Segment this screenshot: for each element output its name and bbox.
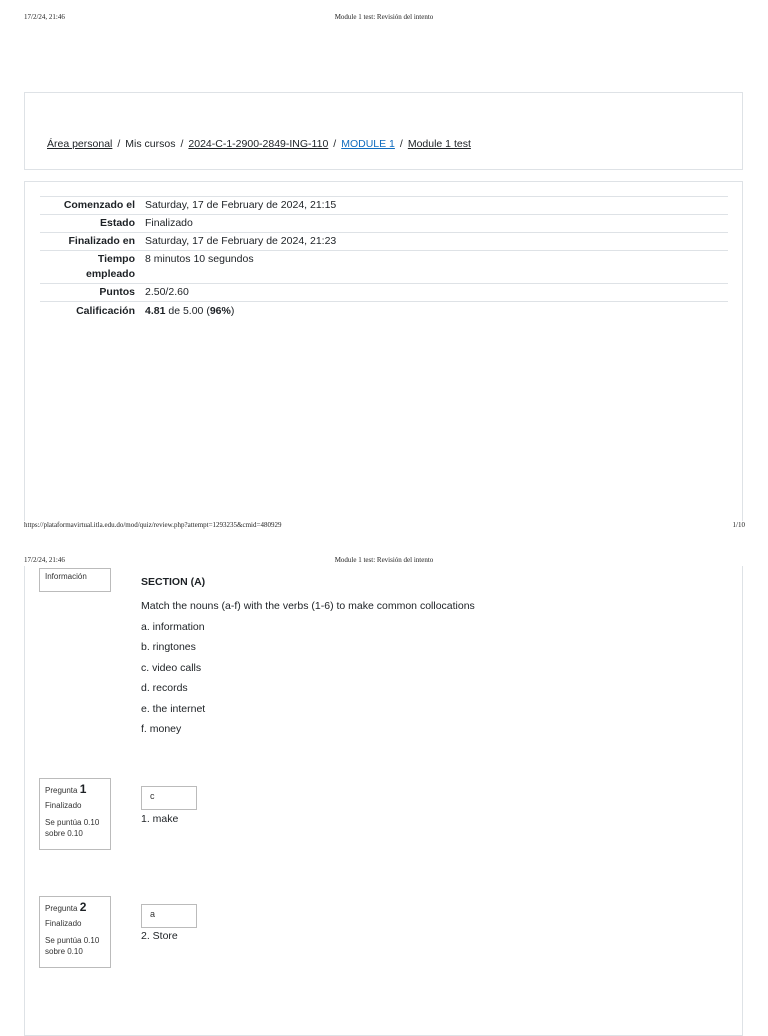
print-title: Module 1 test: Revisión del intento	[334, 13, 434, 21]
section-instruction: Match the nouns (a-f) with the verbs (1-6) to make common collocations	[141, 600, 475, 612]
print-title: Module 1 test: Revisión del intento	[334, 556, 434, 564]
summary-key: Puntos	[40, 284, 140, 302]
noun-item: d. records	[141, 682, 188, 694]
attempt-summary-table	[40, 196, 728, 320]
breadcrumb-separator: /	[333, 138, 337, 150]
question-1-prompt: 1. make	[141, 813, 179, 825]
summary-key-line: empleado	[85, 268, 135, 280]
section-heading: SECTION (A)	[141, 576, 206, 588]
question-2-answer-field[interactable]: a	[141, 904, 197, 928]
summary-value: 8 minutos 10 segundos	[140, 251, 728, 284]
print-date: 17/2/24, 21:46	[24, 556, 65, 564]
question-1-answer-field[interactable]: c	[141, 786, 197, 810]
info-label-box	[39, 568, 111, 592]
summary-key: Comenzado el	[40, 197, 140, 215]
summary-value: Finalizado	[140, 215, 728, 233]
question-score-line: Se puntúa 0.10	[45, 818, 100, 827]
question-score-line: sobre 0.10	[45, 947, 83, 956]
question-score-line: sobre 0.10	[45, 829, 83, 838]
summary-row-grade	[40, 302, 728, 321]
question-2-prompt: 2. Store	[141, 930, 178, 942]
question-number: 1	[79, 782, 87, 796]
summary-key-line: Tiempo	[97, 253, 135, 265]
question-prefix: Pregunta	[45, 786, 78, 795]
question-state: Finalizado	[45, 919, 82, 928]
summary-value: 2.50/2.60	[140, 284, 728, 302]
info-section	[141, 576, 475, 740]
noun-item: a. information	[141, 620, 205, 633]
summary-value: Saturday, 17 de February de 2024, 21:15	[140, 197, 728, 215]
summary-key: Estado	[40, 215, 140, 233]
noun-item: f. money	[141, 723, 182, 735]
summary-key: Calificación	[40, 302, 140, 321]
summary-key: Finalizado en	[40, 233, 140, 251]
noun-item: e. the internet	[141, 702, 206, 715]
question-prefix: Pregunta	[45, 904, 78, 913]
grade-of: de 5.00	[168, 305, 204, 317]
question-2-info	[39, 896, 111, 968]
summary-row-started	[40, 197, 728, 215]
info-label: Información	[45, 572, 87, 581]
summary-row-state	[40, 215, 728, 233]
summary-row-time	[40, 251, 728, 284]
print-date: 17/2/24, 21:46	[24, 13, 65, 21]
print-url: https://plataformavirtual.itla.edu.do/mod/quiz/review.php?attempt=1293235&cmid=480929	[24, 521, 282, 529]
breadcrumb-test[interactable]: Module 1 test	[407, 138, 471, 150]
summary-value: Saturday, 17 de February de 2024, 21:23	[140, 233, 728, 251]
summary-row-points	[40, 284, 728, 302]
print-page-number: 1/10	[732, 521, 745, 529]
question-state: Finalizado	[45, 801, 82, 810]
question-1-info	[39, 778, 111, 850]
question-score	[45, 817, 105, 839]
noun-item: b. ringtones	[141, 641, 196, 653]
breadcrumb-mis-cursos: Mis cursos	[125, 138, 176, 150]
breadcrumb	[47, 138, 471, 150]
question-number: 2	[79, 900, 87, 914]
noun-item: c. video calls	[141, 661, 202, 674]
summary-key	[40, 251, 140, 284]
breadcrumb-area-personal[interactable]: Área personal	[47, 138, 113, 150]
breadcrumb-separator: /	[180, 138, 184, 150]
question-score-line: Se puntúa 0.10	[45, 936, 100, 945]
summary-row-finished	[40, 233, 728, 251]
breadcrumb-module[interactable]: MODULE 1	[341, 138, 395, 150]
breadcrumb-panel	[24, 92, 743, 170]
breadcrumb-course[interactable]: 2024-C-1-2900-2849-ING-110	[188, 138, 329, 150]
grade-percent: 96%	[209, 305, 231, 317]
question-score	[45, 935, 105, 957]
summary-value: 4.81 de 5.00 (96%)	[140, 302, 728, 321]
grade-value: 4.81	[145, 305, 166, 317]
breadcrumb-separator: /	[117, 138, 121, 150]
breadcrumb-separator: /	[399, 138, 403, 150]
